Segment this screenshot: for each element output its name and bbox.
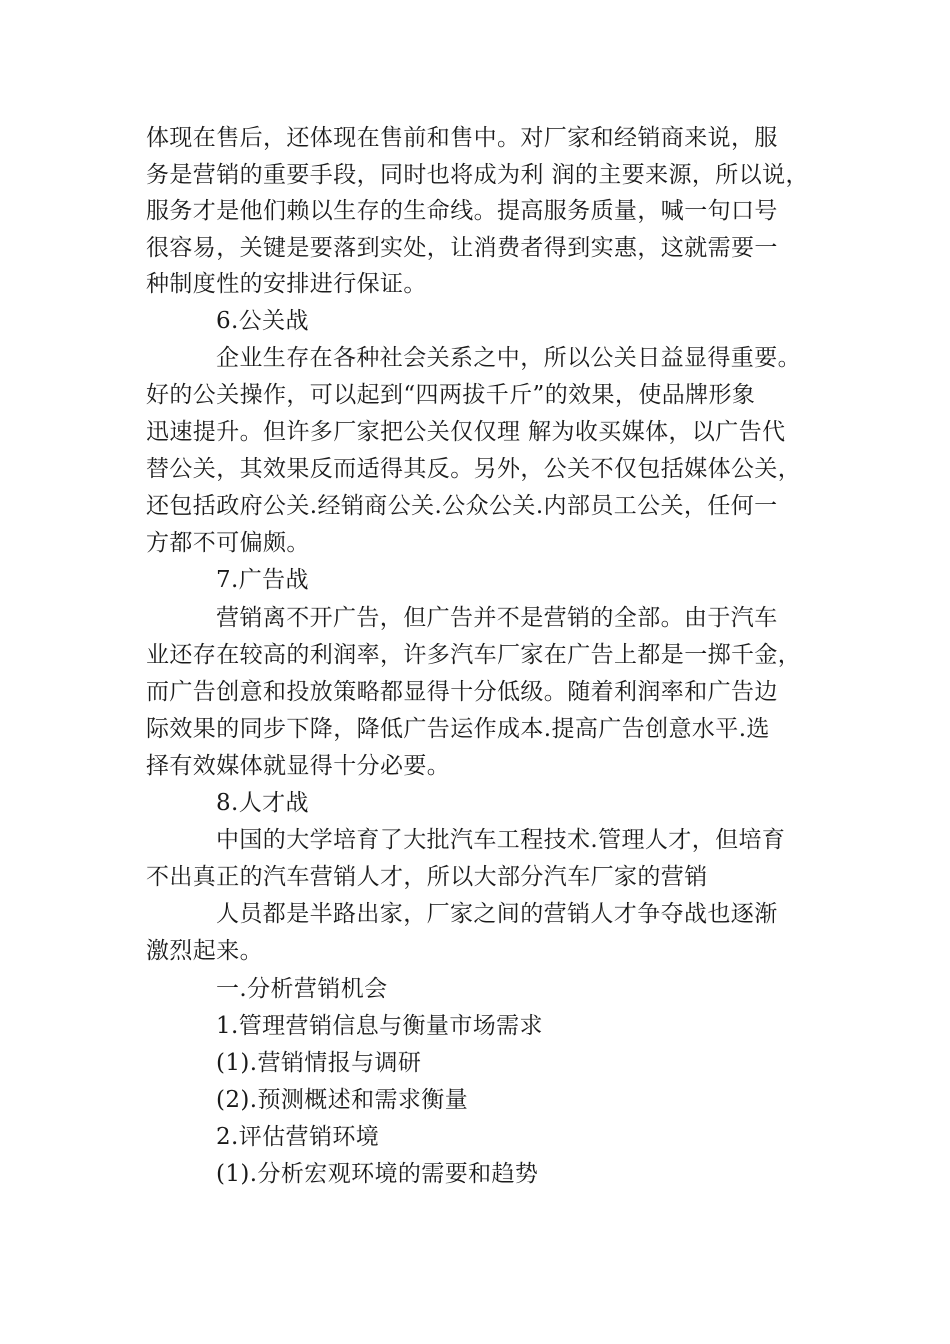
body-text-line: 而广告创意和投放策略都显得十分低级。随着利润率和广告边: [146, 679, 778, 705]
body-text-line: 企业生存在各种社会关系之中，所以公关日益显得重要。: [216, 345, 801, 371]
body-text-line: 务是营销的重要手段，同时也将成为利 润的主要来源，所以说，: [146, 162, 809, 188]
body-text-line: 好的公关操作，可以起到“四两拔千斤”的效果，使品牌形象: [146, 382, 756, 408]
body-text-line: 服务才是他们赖以生存的生命线。提高服务质量，喊一句口号: [146, 198, 778, 224]
body-text-line: 还包括政府公关.经销商公关.公众公关.内部员工公关，任何一: [146, 493, 778, 519]
section-heading: 6.公关战: [216, 308, 309, 334]
body-text-line: 人员都是半路出家，厂家之间的营销人才争夺战也逐渐: [216, 901, 778, 927]
body-text-line: 际效果的同步下降，降低广告运作成本.提高广告创意水平.选: [146, 716, 770, 742]
section-heading: 8.人才战: [216, 790, 309, 816]
outline-heading: 一.分析营销机会: [216, 976, 388, 1002]
body-text-line: 迅速提升。但许多厂家把公关仅仅理 解为收买媒体，以广告代: [146, 419, 786, 445]
outline-subitem: (2).预测概述和需求衡量: [216, 1087, 469, 1113]
outline-subitem: (1).分析宏观环境的需要和趋势: [216, 1161, 539, 1187]
body-text-line: 种制度性的安排进行保证。: [146, 271, 427, 297]
body-text-line: 中国的大学培育了大批汽车工程技术.管理人才，但培育: [216, 827, 786, 853]
body-text-line: 不出真正的汽车营销人才，所以大部分汽车厂家的营销: [146, 864, 708, 890]
outline-item: 2.评估营销环境: [216, 1124, 380, 1150]
outline-subitem: (1).营销情报与调研: [216, 1050, 422, 1076]
body-text-line: 替公关，其效果反而适得其反。另外，公关不仅包括媒体公关，: [146, 456, 802, 482]
body-text-line: 很容易，关键是要落到实处，让消费者得到实惠，这就需要一: [146, 235, 778, 261]
body-text-line: 营销离不开广告，但广告并不是营销的全部。由于汽车: [216, 605, 778, 631]
body-text-line: 体现在售后，还体现在售前和售中。对厂家和经销商来说，服: [146, 125, 778, 151]
body-text-line: 业还存在较高的利润率，许多汽车厂家在广告上都是一掷千金，: [146, 642, 802, 668]
body-text-line: 择有效媒体就显得十分必要。: [146, 753, 451, 779]
body-text-line: 方都不可偏颇。: [146, 530, 310, 556]
outline-item: 1.管理营销信息与衡量市场需求: [216, 1013, 543, 1039]
section-heading: 7.广告战: [216, 567, 309, 593]
body-text-line: 激烈起来。: [146, 938, 263, 964]
